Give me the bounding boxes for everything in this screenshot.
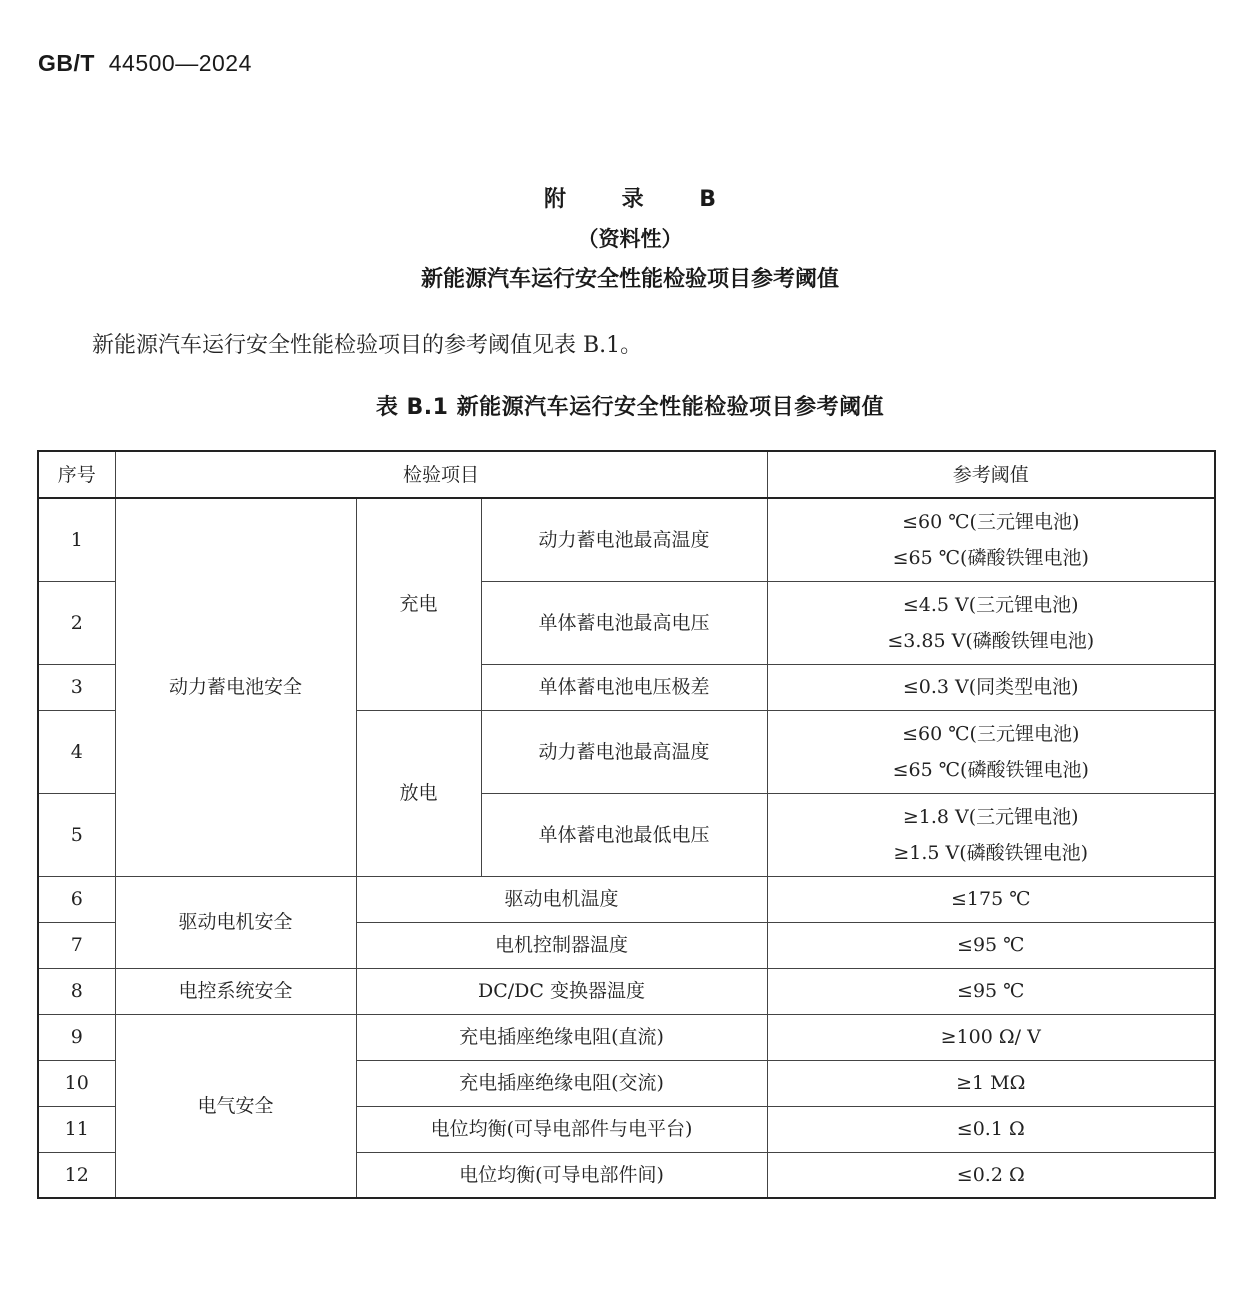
row-seq: 3 [38, 664, 115, 710]
row-item: 单体蓄电池电压极差 [481, 664, 767, 710]
threshold-line: ≥1.8 V(三元锂电池) [902, 805, 1079, 828]
table-row [38, 1014, 1215, 1060]
row-seq: 12 [38, 1152, 115, 1198]
row-seq: 2 [38, 581, 115, 664]
row-item: 单体蓄电池最高电压 [481, 581, 767, 664]
table-header-row [38, 451, 1215, 498]
header-threshold: 参考阈值 [767, 451, 1215, 498]
threshold-line: ≤4.5 V(三元锂电池) [902, 593, 1079, 616]
appendix-title: 新能源汽车运行安全性能检验项目参考阈值 [420, 267, 839, 292]
header-seq: 序号 [38, 451, 115, 498]
threshold-line: ≥1.5 V(磷酸铁锂电池) [893, 841, 1089, 864]
row-seq: 11 [38, 1106, 115, 1152]
row-item: 电机控制器温度 [356, 922, 767, 968]
threshold-line: ≤0.3 V(同类型电池) [902, 676, 1079, 698]
row-threshold [767, 710, 1215, 793]
standard-number: 44500—2024 [108, 50, 252, 76]
threshold-line: ≤3.85 V(磷酸铁锂电池) [887, 629, 1095, 652]
table-row [38, 876, 1215, 922]
row-item: 电位均衡(可导电部件与电平台) [356, 1106, 767, 1152]
row-item: 动力蓄电池最高温度 [481, 498, 767, 581]
appendix-label: 附 录 B [543, 187, 741, 212]
threshold-line: ≤60 ℃(三元锂电池) [902, 510, 1080, 533]
row-item: 充电插座绝缘电阻(直流) [356, 1014, 767, 1060]
table-row [38, 968, 1215, 1014]
row-seq: 6 [38, 876, 115, 922]
appendix-nature: （资料性） [577, 227, 683, 251]
row-seq: 1 [38, 498, 115, 581]
row-item: 电位均衡(可导电部件间) [356, 1152, 767, 1198]
standard-prefix: GB/T [38, 50, 95, 76]
row-threshold: ≤95 ℃ [767, 968, 1215, 1014]
threshold-line: ≤65 ℃(磷酸铁锂电池) [892, 758, 1089, 781]
group-battery: 动力蓄电池安全 [115, 498, 356, 876]
row-threshold: ≤175 ℃ [767, 876, 1215, 922]
row-threshold [767, 498, 1215, 581]
subgroup-discharge: 放电 [356, 710, 481, 876]
row-item: 充电插座绝缘电阻(交流) [356, 1060, 767, 1106]
table-caption: 表 B.1 新能源汽车运行安全性能检验项目参考阈值 [375, 395, 885, 420]
row-seq: 8 [38, 968, 115, 1014]
row-seq: 9 [38, 1014, 115, 1060]
intro-paragraph: 新能源汽车运行安全性能检验项目的参考阈值见表 B.1。 [92, 333, 643, 358]
row-seq: 10 [38, 1060, 115, 1106]
table-row [38, 498, 1215, 581]
row-item: 动力蓄电池最高温度 [481, 710, 767, 793]
row-threshold [767, 664, 1215, 710]
row-threshold: ≤0.2 Ω [767, 1152, 1215, 1198]
group-econtrol: 电控系统安全 [115, 968, 356, 1014]
row-threshold [767, 793, 1215, 876]
row-threshold: ≤95 ℃ [767, 922, 1215, 968]
row-threshold: ≥100 Ω/ V [767, 1014, 1215, 1060]
header-item: 检验项目 [115, 451, 767, 498]
row-threshold: ≥1 MΩ [767, 1060, 1215, 1106]
row-threshold [767, 581, 1215, 664]
row-threshold: ≤0.1 Ω [767, 1106, 1215, 1152]
standard-code [38, 50, 252, 77]
row-seq: 5 [38, 793, 115, 876]
row-item: DC/DC 变换器温度 [356, 968, 767, 1014]
threshold-table [37, 450, 1216, 1199]
group-motor: 驱动电机安全 [115, 876, 356, 968]
row-seq: 7 [38, 922, 115, 968]
group-electric: 电气安全 [115, 1014, 356, 1198]
subgroup-charge: 充电 [356, 498, 481, 710]
row-item: 驱动电机温度 [356, 876, 767, 922]
threshold-line: ≤65 ℃(磷酸铁锂电池) [892, 546, 1089, 569]
row-item: 单体蓄电池最低电压 [481, 793, 767, 876]
threshold-line: ≤60 ℃(三元锂电池) [902, 722, 1080, 745]
row-seq: 4 [38, 710, 115, 793]
